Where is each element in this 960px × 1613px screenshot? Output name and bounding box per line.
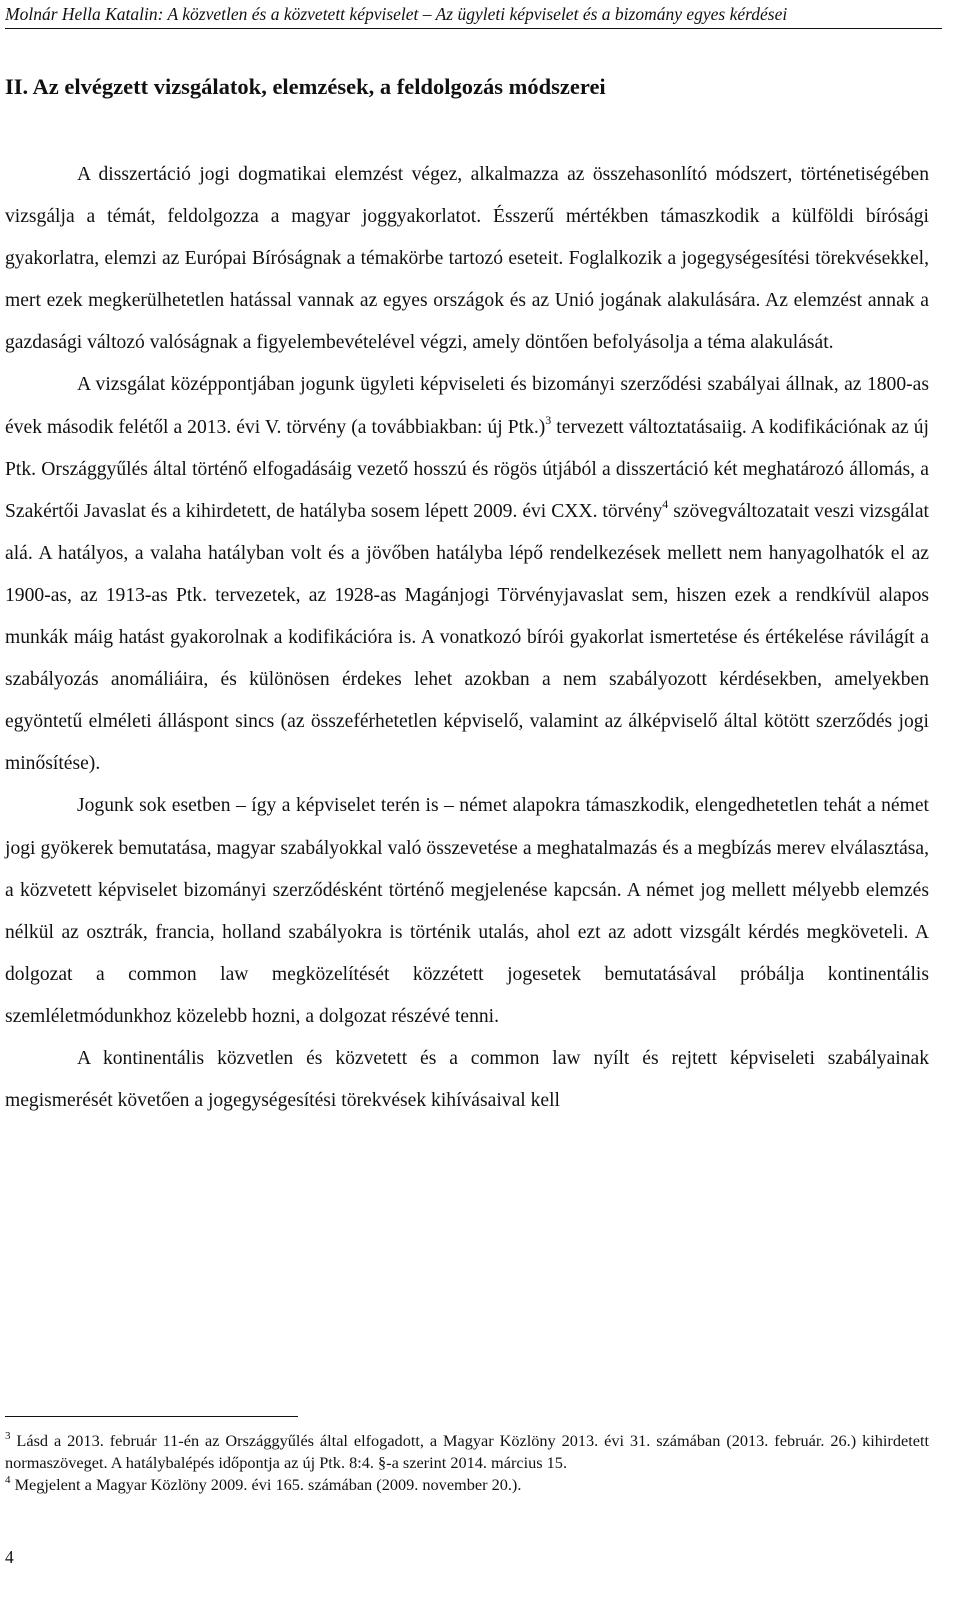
- page-number: 4: [5, 1547, 14, 1567]
- footnote-ref-3[interactable]: 3: [545, 412, 552, 427]
- paragraph-text: szövegváltozatait veszi vizsgálat alá. A hatályos, a valaha hatályban volt és a jövőben hatályba lépő rendelkezések mellett nem hanyagolhatók el az 1900-as, az 1913-as Ptk. tervezetek, az 1928-as Magánjogi Törvényjavaslat sem, hiszen ezek a rendkívül alapos munkák máig hatást gyakorolnak a kodifikációra is. A vonatkozó bírói gyakorlat ismertetése és értékelése rávilágít a szabályozás anomáliáira, és különösen érdekes lehet azokban a nem szabályozott kérdésekben, amelyekben egyöntetű elméleti álláspont sincs (az összeférhetetlen képviselő, valamint az álképviselő által kötött szerződés jogi minősítése).: [5, 500, 929, 775]
- footnote-3: [5, 1430, 929, 1474]
- footnote-text: Megjelent a Magyar Közlöny 2009. évi 165. számában (2009. november 20.).: [10, 1475, 522, 1494]
- body-text: [5, 154, 929, 1122]
- footnote-divider: [5, 1416, 298, 1417]
- footnote-text: Lásd a 2013. február 11-én az Országgyűlés által elfogadott, a Magyar Közlöny 2013. évi 31. számában (2013. február. 26.) kihirdetett normaszöveget. A hatálybalépés időpontja az új Ptk. 8:4. §-a szerint 2014. március 15.: [5, 1431, 929, 1472]
- footnote-mark: 3: [5, 1430, 11, 1442]
- paragraph-methods: A disszertáció jogi dogmatikai elemzést végez, alkalmazza az összehasonlító módszert, történetiségében vizsgálja a témát, feldolgozza a magyar joggyakorlatot. Ésszerű mértékben támaszkodik a külföldi bírósági gyakorlatra, elemzi az Európai Bíróságnak a témakörbe tartozó eseteit. Foglalkozik a jogegységesítési törekvésekkel, mert ezek megkerülhetetlen hatással vannak az egyes országok és az Unió jogának alakulására. Az elemzést annak a gazdasági változó valóságnak a figyelembevételével végzi, amely döntően befolyásolja a téma alakulását.: [5, 164, 929, 354]
- paragraph-common-law: A kontinentális közvetlen és közvetett és a common law nyílt és rejtett képviseleti szabályainak megismerését követően a jogegységesítési törekvések kihívásaival kell: [5, 1047, 929, 1112]
- running-header: Molnár Hella Katalin: A közvetlen és a közvetett képviselet – Az ügyleti képviselet és a bizomány egyes kérdései: [5, 2, 942, 29]
- paragraph-text: tervezett változtatásaiig. A kodifikációnak az új Ptk. Országgyűlés által történő elfogadásáig vezető hosszú és rögös útjából a disszertáció két meghatározó állomás, a Szakértői Javaslat és a kihirdetett, de hatályba sosem lépett 2009. évi CXX. törvény: [5, 416, 929, 522]
- footnote-4: [5, 1474, 929, 1496]
- footnote-mark: 4: [5, 1474, 11, 1486]
- section-title: II. Az elvégzett vizsgálatok, elemzések, a feldolgozás módszerei: [5, 74, 606, 99]
- paragraph-german-roots: Jogunk sok esetben – így a képviselet terén is – német alapokra támaszkodik, elengedhetetlen tehát a német jogi gyökerek bemutatása, magyar szabályokkal való összevetése a meghatalmazás és a megbízás merev elválasztása, a közvetett képviselet bizományi szerződésként történő megjelenése kapcsán. A német jog mellett mélyebb elemzés nélkül az osztrák, francia, holland szabályokra is történik utalás, ahol ezt az adott vizsgált kérdés megköveteli. A dolgozat a common law megközelítését közzétett jogesetek bemutatásával próbálja kontinentális szemléletmódunkhoz közelebb hozni, a dolgozat részévé tenni.: [5, 795, 929, 1027]
- footnote-ref-4[interactable]: 4: [662, 496, 669, 511]
- paragraph-focus: [5, 364, 929, 785]
- paragraph-text: A vizsgálat középpontjában jogunk ügyleti képviseleti és bizományi szerződési szabályai állnak, az 1800-as évek második felétől a 2013. évi V. törvény (a továbbiakban: új Ptk.): [5, 374, 929, 438]
- footnotes: [5, 1430, 929, 1496]
